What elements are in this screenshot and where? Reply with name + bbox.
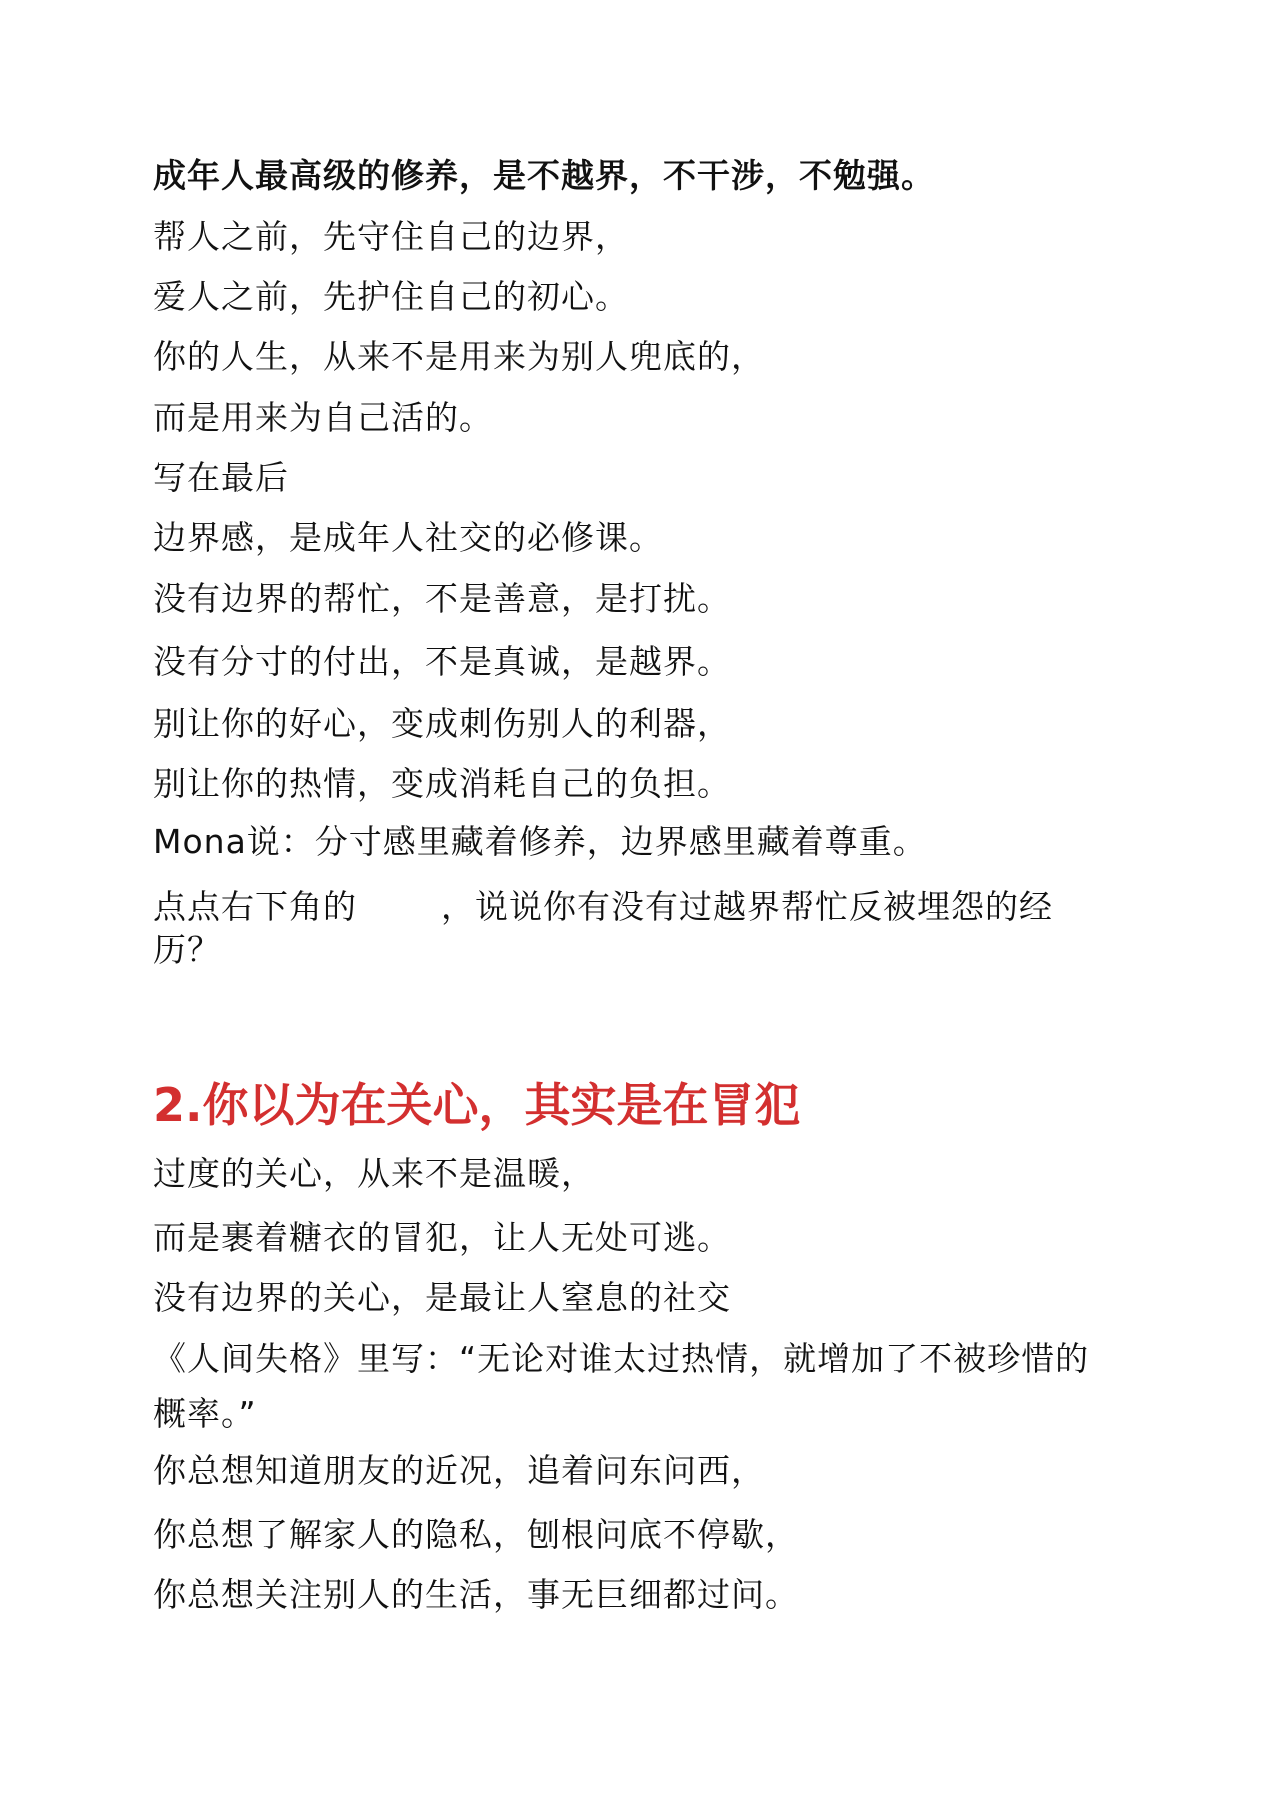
paragraph-line: 没有边界的关心，是最让人窒息的社交 xyxy=(153,1278,731,1317)
cta-line xyxy=(153,885,1113,929)
quote-line-continued: 概率。” xyxy=(153,1394,257,1433)
cta-text-start: 点点右下角的 xyxy=(153,887,357,926)
paragraph-line: 帮人之前，先守住自己的边界， xyxy=(153,217,629,256)
paragraph-line: 而是裹着糖衣的冒犯，让人无处可逃。 xyxy=(153,1218,731,1257)
paragraph-line: 而是用来为自己活的。 xyxy=(153,398,493,437)
paragraph-line: 别让你的热情，变成消耗自己的负担。 xyxy=(153,764,731,803)
paragraph-line: 没有分寸的付出，不是真诚，是越界。 xyxy=(153,642,731,681)
section2-heading: 2.你以为在关心，其实是在冒犯 xyxy=(153,1078,801,1132)
paragraph-line: 过度的关心，从来不是温暖， xyxy=(153,1154,595,1193)
cta-text-end: ，说说你有没有过越界帮忙反被埋怨的经 xyxy=(441,887,1053,926)
quote-line: 《人间失格》里写：“无论对谁太过热情，就增加了不被珍惜的 xyxy=(153,1339,1090,1378)
paragraph-line: 你总想了解家人的隐私，刨根问底不停歇， xyxy=(153,1515,799,1554)
cta-line-continued: 历？ xyxy=(153,930,221,969)
paragraph-line: 边界感，是成年人社交的必修课。 xyxy=(153,518,663,557)
paragraph-line: 你总想关注别人的生活，事无巨细都过问。 xyxy=(153,1575,799,1614)
paragraph-line: 你的人生，从来不是用来为别人兜底的， xyxy=(153,337,765,376)
paragraph-line: 别让你的好心，变成刺伤别人的利器， xyxy=(153,704,731,743)
paragraph-line: 爱人之前，先护住自己的初心。 xyxy=(153,277,629,316)
paragraph-line: 没有边界的帮忙，不是善意，是打扰。 xyxy=(153,579,731,618)
paragraph-line: 你总想知道朋友的近况，追着问东问西， xyxy=(153,1451,765,1490)
paragraph-line: Mona说：分寸感里藏着修养，边界感里藏着尊重。 xyxy=(153,822,927,861)
section1-title-line: 成年人最高级的修养，是不越界，不干涉，不勉强。 xyxy=(153,156,935,195)
paragraph-line: 写在最后 xyxy=(153,458,289,497)
